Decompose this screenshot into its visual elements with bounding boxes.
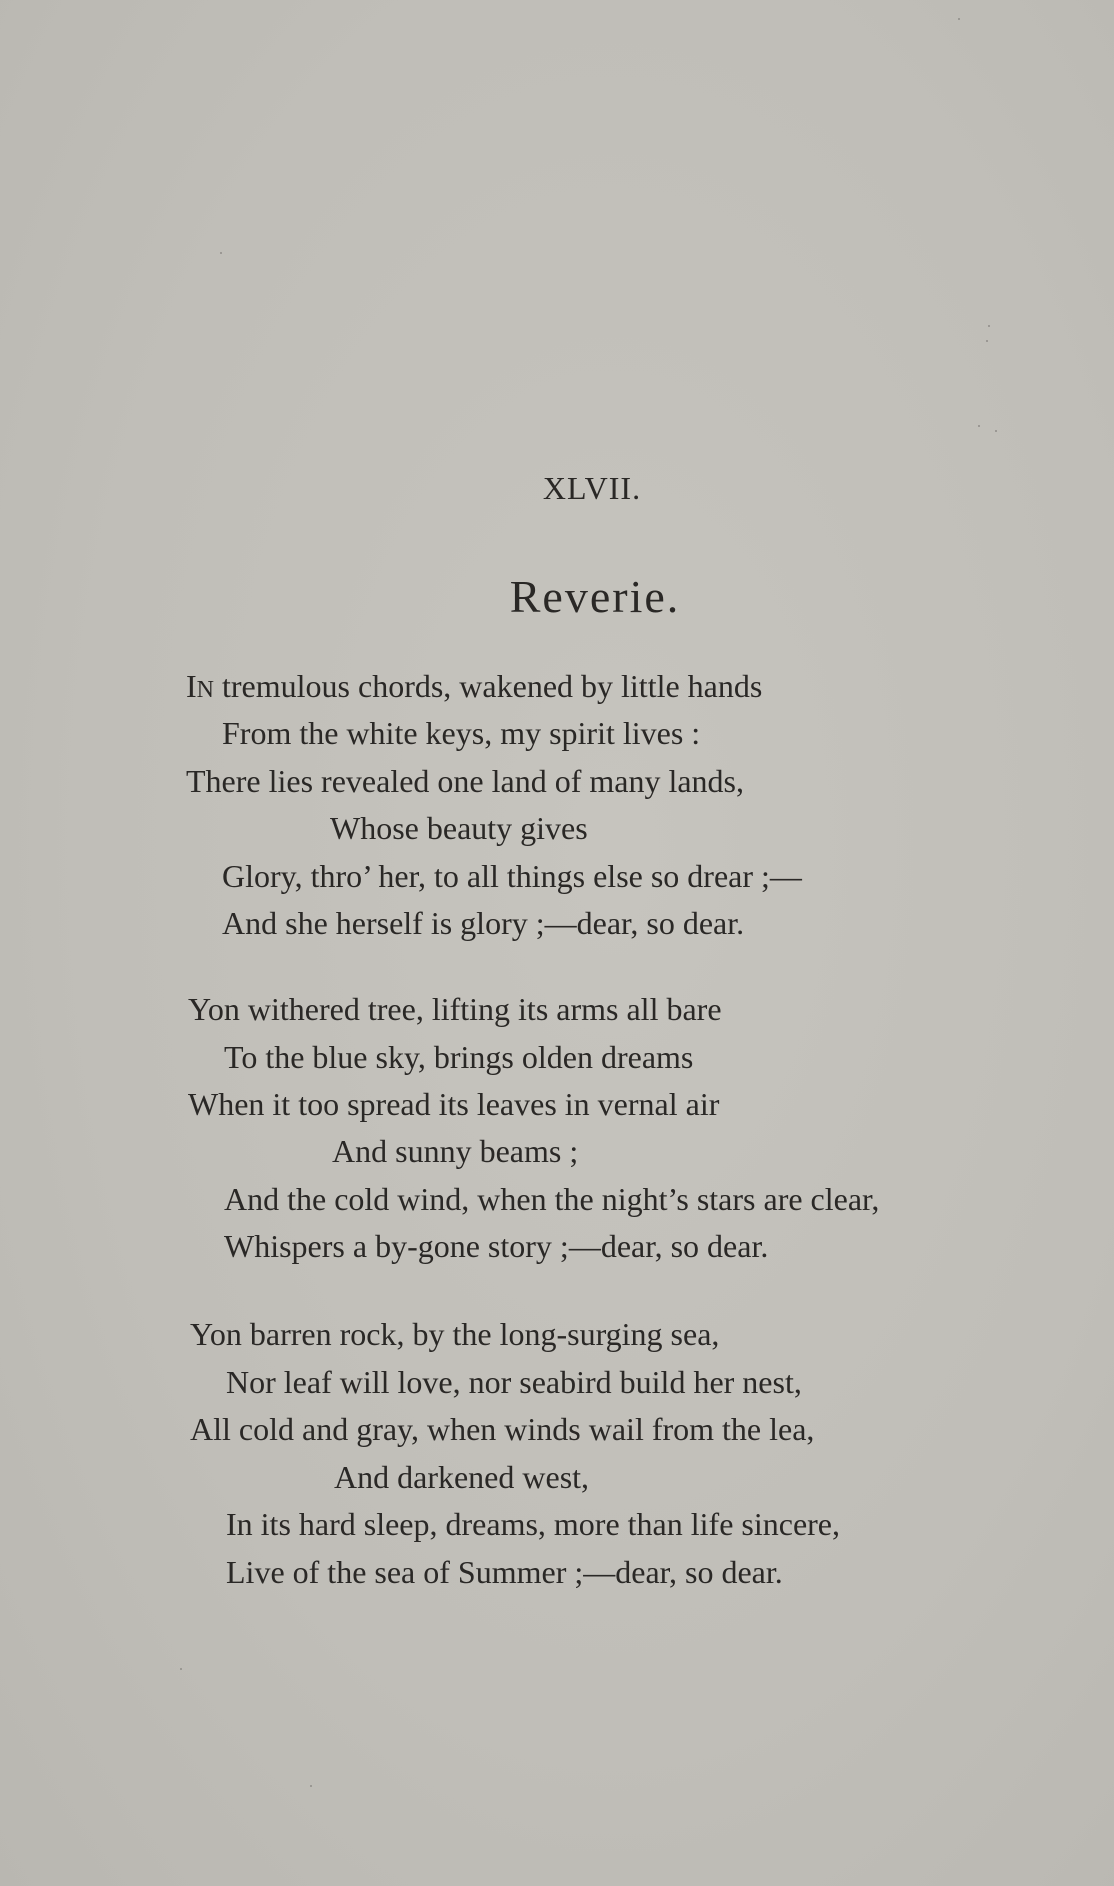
- poem-line: And she herself is glory ;—dear, so dear.: [222, 905, 745, 941]
- poem-title: Reverie.: [509, 571, 681, 622]
- poem-line: In its hard sleep, dreams, more than life sincere,: [226, 1506, 840, 1542]
- section-numeral: XLVII.: [542, 470, 642, 506]
- poem-line: Live of the sea of Summer ;—dear, so dear.: [226, 1554, 783, 1590]
- poem-line: Whose beauty gives: [330, 810, 588, 846]
- paper-speck: [995, 430, 997, 432]
- poem-line: Nor leaf will love, nor seabird build her nest,: [226, 1364, 802, 1400]
- paper-speck: [220, 252, 222, 254]
- poem-line: And the cold wind, when the night’s stars are clear,: [224, 1181, 880, 1217]
- line-text: tremulous chords, wakened by little hands: [214, 668, 763, 704]
- paper-speck: [978, 425, 980, 427]
- poem-line: And sunny beams ;: [332, 1133, 579, 1169]
- poem-line: All cold and gray, when winds wail from the lea,: [190, 1411, 815, 1447]
- paper-speck: [988, 325, 990, 327]
- paper-speck: [180, 1668, 182, 1670]
- poem-line: There lies revealed one land of many lands,: [186, 763, 744, 799]
- paper-speck: [986, 340, 988, 342]
- poem-line: Yon withered tree, lifting its arms all bare: [188, 991, 722, 1027]
- poem-line: Yon barren rock, by the long-surging sea,: [190, 1316, 720, 1352]
- poem-line: When it too spread its leaves in vernal air: [188, 1086, 720, 1122]
- poem-line: Glory, thro’ her, to all things else so drear ;—: [222, 858, 802, 894]
- drop-initial: I: [186, 668, 197, 704]
- poem-line: Whispers a by-gone story ;—dear, so dear.: [224, 1228, 769, 1264]
- poem-line: From the white keys, my spirit lives :: [222, 715, 701, 751]
- poem-line: To the blue sky, brings olden dreams: [224, 1039, 694, 1075]
- small-caps-letter: N: [196, 677, 214, 703]
- poem-line: And darkened west,: [334, 1459, 590, 1495]
- paper-speck: [958, 18, 960, 20]
- poem-line: [186, 670, 762, 702]
- paper-speck: [310, 1785, 312, 1787]
